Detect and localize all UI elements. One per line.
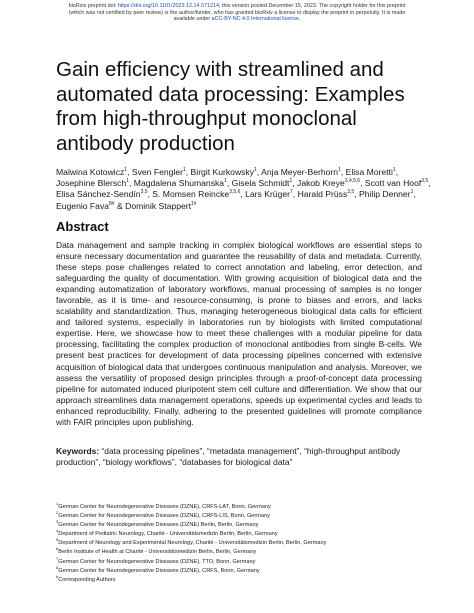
author-affiliation-marker: 1: [392, 167, 396, 174]
affiliation-item: [56, 555, 416, 567]
affiliation-item: [56, 573, 416, 585]
author-affiliation-marker: 1: [289, 178, 293, 185]
author-name: Lars Krüger: [245, 189, 291, 200]
author-name: Elisa Sánchez-Sendín: [56, 189, 141, 200]
author-name: Dominik Stappert: [125, 200, 192, 211]
author-name: Scott van Hoof: [364, 178, 422, 189]
keywords-text: “data processing pipelines”, “metadata management”, “high-throughput antibody production”, “biology workflows”, “databases for biological data”: [56, 446, 401, 468]
author-affiliation-marker: 3,5: [421, 178, 429, 185]
abstract-body: Data management and sample tracking in complex biological workflows are essential steps to ensure necessary documentation and guarantee the reusability of data and metadata. Currently, these steps pose challenges related to correct annotation and labeling, error detection, and safeguarding the quality of documentation. With growing acquisition of biological data and the expanding automatization of laboratory workflows, manual processing of samples is no longer favorable, as it is time- and resource-consuming, is prone to biases and errors, and lacks scalability and standardization. Thus, managing heterogeneous biological data calls for efficient and tailored systems, especially in laboratories run by biologists with limited computational expertise. Here, we showcase how to meet these challenges with a modular pipeline for data processing, facilitating the complex production of monoclonal antibodies from single B-cells. We present best practices for development of data processing pipelines concerned with extensive acquisition of biological data that undergoes continuous manipulation and analysis. Moreover, we assess the versatility of proposed design principles through a proof-of-concept data processing pipeline for automated induced pluripotent stem cell culture and differentiation. We show that our approach streamlines data management operations, speeds up experimental cycles and leads to enhanced reproducibility. Finally, adhering to the presented guidelines will promote compliance with FAIR principles upon publishing.: [56, 240, 422, 427]
affiliation-item: [56, 530, 416, 539]
author-name: Harald Prüss: [297, 189, 348, 200]
paper-title: Gain efficiency with streamlined and automated data processing: Examples from high-throughput monoclonal antibody production: [56, 58, 405, 155]
affiliation-text: German Center for Neurodegenerative Diseases (DZNE), CRFS-LAT, Bonn, Germany: [58, 504, 271, 510]
preprint-notice: [30, 3, 444, 23]
author-separator: ,: [354, 189, 359, 200]
author-affiliation-marker: 1: [254, 167, 257, 174]
affiliation-text: Department of Pediatric Neurology, Charité - Universitätsmedizin Berlin, Berlin, Germany: [58, 531, 278, 538]
affiliation-text: German Center for Neurodegenerative Diseases (DZNE), TTO, Bonn, Germany: [58, 558, 256, 565]
author-name: Anja Meyer-Berhorn: [261, 167, 339, 177]
author-separator: ,: [240, 189, 246, 200]
author: [365, 178, 431, 188]
affiliation-text: German Center for Neurodegenerative Diseases (DZNE), CRFS-LIS, Bonn, Germany: [58, 513, 270, 520]
author-affiliation-marker: 1: [182, 167, 186, 174]
author-affiliation-marker: 8#: [109, 200, 115, 207]
affiliation-text: Department of Neurology and Experimental Neurology, Charité - Universitätsmedizin Berlin, Berlin, Germany: [58, 540, 327, 547]
author-separator: ,: [340, 167, 346, 177]
author-separator: ,: [413, 189, 416, 200]
preprint-notice-line-3: [30, 16, 444, 23]
affiliation-text: Berlin Institute of Health at Charité - Universitätsmedizin Berlin, Berlin, Germany: [58, 549, 257, 556]
author-separator: ,: [428, 178, 431, 189]
author-name: Magdalena Shumanska: [133, 178, 225, 189]
abstract-heading: Abstract: [56, 219, 109, 234]
affiliation-number: #: [56, 573, 59, 579]
affiliation-number: 1: [56, 501, 59, 507]
preprint-notice-line-2: (which was not certified by peer review) is the author/funder, who has granted bioRxiv a license to display the preprint in perpetuity. It is made: [68, 9, 406, 16]
author: [132, 167, 191, 177]
author: [245, 189, 297, 199]
author-name: Sven Fengler: [131, 167, 183, 177]
author-separator: ,: [256, 167, 262, 177]
author: [56, 201, 125, 211]
author-name: Josephine Blersch: [56, 178, 127, 189]
author-affiliation-marker: 1: [224, 178, 227, 185]
author-affiliation-marker: 1: [410, 189, 414, 196]
author-affiliation-marker: 7: [290, 189, 293, 196]
author: [232, 178, 297, 188]
affiliation-item: [56, 521, 416, 530]
keywords-label: Keywords:: [56, 446, 100, 456]
notice-doi-prefix: bioRxiv preprint doi:: [68, 3, 118, 9]
author-affiliation-marker: 3,5,6: [229, 189, 241, 196]
doi-link[interactable]: https://doi.org/10.1101/2023.12.14.571214: [117, 3, 220, 9]
affiliation-number: 5: [56, 537, 59, 543]
notice-license-suffix: .: [298, 16, 301, 22]
author-separator: ,: [292, 178, 298, 189]
author-affiliation-marker: 3,4,5,6: [344, 178, 361, 185]
author-separator: ,: [360, 178, 365, 189]
affiliation-text: German Center for Neurodegenerative Diseases (DZNE), CRFS, Bonn, Germany: [58, 567, 260, 574]
author-list: [56, 167, 432, 212]
license-link[interactable]: CC-BY-NC 4.0 International license: [214, 16, 299, 22]
author-name: Gisela Schmidt: [231, 178, 290, 189]
affiliation-number: 7: [56, 555, 59, 561]
author-affiliation-marker: 3,5: [140, 189, 148, 196]
author-name: Elisa Moretti: [345, 167, 393, 177]
author-separator: ,: [147, 189, 153, 200]
author-separator: ,: [292, 189, 298, 200]
author: [152, 189, 245, 199]
affiliation-item: [56, 512, 416, 521]
author: [56, 178, 134, 188]
author: [134, 178, 232, 188]
author-name: Eugenio Fava: [56, 200, 110, 211]
keywords: [56, 446, 422, 468]
author: [346, 167, 398, 177]
author-separator: ,: [185, 167, 191, 177]
author: [359, 189, 416, 199]
affiliation-item: [56, 548, 416, 557]
affiliation-number: 2: [56, 510, 59, 516]
author-name: Jakob Kreye: [297, 178, 345, 189]
author-name: Philip Denner: [358, 189, 411, 200]
author-separator: &: [114, 200, 126, 211]
author-separator: ,: [129, 178, 134, 189]
affiliation-text: German Center for Neurodegenerative Diseases (DZNE) Berlin, Berlin, Germany: [58, 522, 259, 529]
author-affiliation-marker: 1: [126, 178, 130, 185]
author-name: Birgit Kurkowsky: [190, 167, 255, 177]
author-separator: ,: [226, 178, 232, 189]
author-name: Malwina Kotowicz: [56, 167, 125, 177]
author: [56, 189, 152, 199]
author: [125, 201, 196, 211]
notice-license-prefix: available under a: [173, 16, 215, 22]
author-name: S. Momsen Reincke: [152, 189, 230, 200]
author-affiliation-marker: 3,5: [347, 189, 355, 196]
author-separator: ,: [127, 167, 132, 177]
author-separator: ,: [395, 167, 399, 177]
author: [297, 178, 365, 188]
affiliation-text: Corresponding Authors: [58, 576, 116, 583]
affiliation-item: [56, 539, 416, 548]
affiliation-number: 8: [56, 564, 59, 570]
author: [191, 167, 262, 177]
author-affiliation-marker: 1: [124, 167, 128, 174]
author: [298, 189, 359, 199]
affiliation-list: [56, 503, 416, 585]
author-affiliation-marker: 1#: [191, 200, 197, 207]
preprint-notice-line-1: [30, 3, 444, 10]
affiliation-item: [56, 503, 416, 512]
notice-copyright-text: ; this version posted December 15, 2023. The copyright holder for this preprint: [219, 3, 406, 9]
author-affiliation-marker: 1: [338, 167, 341, 174]
affiliation-number: 4: [56, 528, 59, 534]
author: [56, 167, 132, 177]
author: [261, 167, 345, 177]
affiliation-number: 3: [56, 519, 59, 525]
affiliation-number: 6: [56, 546, 59, 552]
affiliation-item: [56, 564, 416, 576]
